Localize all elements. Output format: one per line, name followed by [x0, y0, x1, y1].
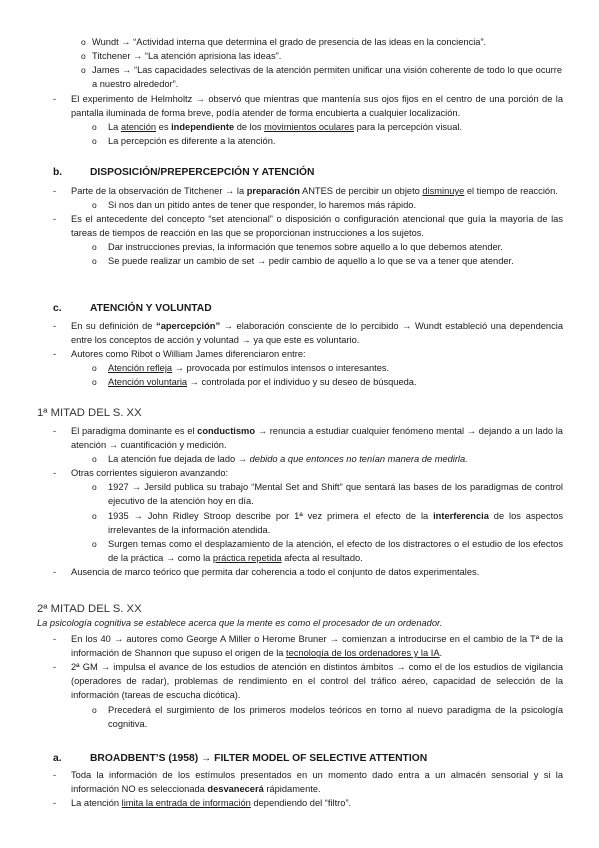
list-item: o Si nos dan un pitido antes de tener que responder, lo haremos más rápido. — [92, 200, 417, 211]
list-item: - El paradigma dominante es el conductismo → renuncia a estudiar cualquier fenómeno mental → dejando a un lado la atención → cuantificación y medición. — [53, 426, 563, 451]
list-item: o La percepción es diferente a la atención. — [108, 134, 563, 148]
list-item: o James → “Las capacidades selectivas de la atención permiten unificar una visión coherente de todo lo que ocurre a nuestro alrededor”. — [92, 63, 562, 91]
document-page: o Wundt → “Actividad interna que determina el grado de presencia de las ideas en la conciencia”. o Titchener → “La atención aprisiona las ideas”. o James → “Las capacidades selectivas de la atención permiten unificar una visión coherente de todo lo que ocurre a nuestro alrededor”. - El experimento de Helmholtz → observó que mientras que mantenía sus ojos fijos en el centro de una porción de la pantalla iluminada de forma breve, podía atender de forma encubierta a cualquier localización. o La atención es independiente de los movimientos oculares para la percepción visual. o La percepción es diferente a la atención. b. DISPOSICIÓN/PREPERCEPCIÓN Y ATENCIÓN - Parte de la observación de Titchener → la preparación ANTES de percibir un objeto disminuye el tiempo de reacción. o Si nos dan un pitido antes de tener que responder, lo haremos más rápido. - Es el antecedente del concepto “set atencional” o disposición o configuración atencional que guía la mayoría de las tareas de tiempos de reacción en las que se proporcionan instrucciones a los sujetos. o Dar instrucciones previas, la información que tenemos sobre aquello a lo que debemos atender. o Se puede realizar un cambio de set → pedir cambio de aquello a lo que se va a tener que atender. c. ATENCIÓN Y VOLUNTAD - En su definición de “apercepción” → elaboración consciente de lo percibido → Wundt estableció una dependencia entre los conceptos de acción y voluntad → ya que este es voluntario. - Autores como Ribot o William James diferenciaron entre: o Atención refleja → provocada por estímulos intensos o interesantes. o Atención voluntaria → controlada por el individuo y su deseo de búsqueda. 1ª MITAD DEL S. XX - El paradigma dominante es el conductismo → renuncia a estudiar cualquier fenómeno mental → dejando a un lado la atención → cuantificación y medición. o La atención fue dejada de lado → debido a que entonces no tenían manera de medirla. - Otras corrientes siguieron avanzando: o 1927 → Jersild publica su trabajo “Mental Set and Shift” que sentará las bases de los paradigmas de control ejecutivo de la atención hoy en día. o 1935 → John Ridley Stroop describe por 1ª vez primera el efecto de la interferencia de los aspectos irrelevantes de la información atendida. o Surgen temas como el desplazamiento de la atención, el efecto de los distractores o el estudio de los efectos de la práctica → como la práctica repetida afecta al resultado. - Ausencia de marco teórico que permita dar coherencia a todo el conjunto de datos experimentales. 2ª MITAD DEL S. XX La psicología cognitiva se establece acerca que la mente es como el procesador de un ordenador. - En los 40 → autores como George A Miller o Herome Bruner → comienzan a introducirse en el cambio de la Tª de la información de Shannon que supuso el origen de la tecnología de los ordenadores y la IA. - 2ª GM → impulsa el avance de los estudios de atención en distintos ámbitos → como el de los estudios de vigilancia (operadores de radar), problemas de rendimiento en el control del tráfico aéreo, capacidad de selección de la información (tareas de escucha dicótica). o Precederá el surgimiento de los primeros modelos teóricos en torno al nuevo paradigma de la psicología cognitiva. a. BROADBENT’S (1958) → FILTER MODEL OF SELECTIVE ATTENTION - Toda la información de los estímulos presentados en un momento dado entra a un almacén sensorial y si la información NO es seleccionada desvanecerá rápidamente. - La atención limita la entrada de información dependiendo del “filtro”. — [0, 0, 599, 848]
section-a-body — [0, 768, 599, 810]
list-item: - Ausencia de marco teórico que permita dar coherencia a todo el conjunto de datos experimentales. — [53, 566, 480, 577]
list-item: o Se puede realizar un cambio de set → pedir cambio de aquello a lo que se va a tener que atender. — [92, 256, 514, 267]
list-item: o Precederá el surgimiento de los primeros modelos teóricos en torno al nuevo paradigma de la psicología cognitiva. — [92, 704, 563, 729]
section-1a-heading: 1ª MITAD DEL S. XX — [37, 407, 142, 419]
section-1a-body — [0, 424, 599, 579]
section-c-body — [0, 319, 599, 389]
list-item: o Wundt → “Actividad interna que determina el grado de presencia de las ideas en la conciencia”. — [92, 35, 562, 49]
list-item: o Dar instrucciones previas, la información que tenemos sobre aquello a lo que debemos atender. — [92, 242, 503, 253]
james-quote: James → “Las capacidades selectivas de la atención permiten unificar una visión coherente de todo lo que ocurre a nuestro alrededor”. — [92, 65, 562, 90]
list-item: o Titchener → “La atención aprisiona las ideas”. — [92, 49, 562, 63]
list-item: - En los 40 → autores como George A Miller o Herome Bruner → comienzan a introducirse en el cambio de la Tª de la información de Shannon que supuso el origen de la tecnología de los ordenadores y la IA. — [53, 634, 563, 659]
list-item: - Parte de la observación de Titchener → la preparación ANTES de percibir un objeto disminuye el tiempo de reacción. — [53, 186, 558, 196]
list-item: - Es el antecedente del concepto “set atencional” o disposición o configuración atencional que guía la mayoría de las tareas de tiempos de reacción en las que se proporcionan instrucciones a los sujetos. — [53, 214, 563, 239]
list-item: o 1927 → Jersild publica su trabajo “Mental Set and Shift” que sentará las bases de los paradigmas de control ejecutivo de la atención hoy en día. — [92, 482, 563, 507]
list-item: o La atención es independiente de los movimientos oculares para la percepción visual. — [108, 120, 563, 134]
list-item: - 2ª GM → impulsa el avance de los estudios de atención en distintos ámbitos → como el de los estudios de vigilancia (operadores de radar), problemas de rendimiento en el control del tráfico aéreo, capacidad de selección de la información (tareas de escucha dicótica). — [53, 662, 563, 701]
helmholtz-text: El experimento de Helmholtz → observó que mientras que mantenía sus ojos fijos en el centro de una porción de la pantalla iluminada de forma breve, podía atender de forma encubierta a cualquier localización. — [71, 94, 563, 119]
section-b-body — [0, 184, 599, 269]
list-item: - Autores como Ribot o William James diferenciaron entre: — [53, 349, 306, 360]
list-item: - En su definición de “apercepción” → elaboración consciente de lo percibido → Wundt estableció una dependencia entre los conceptos de acción y voluntad → ya que este es voluntario. — [53, 321, 563, 346]
section-2a-intro: La psicología cognitiva se establece acerca que la mente es como el procesador de un ordenador. — [37, 618, 443, 628]
helmholtz-block — [0, 92, 599, 148]
list-item: - La atención limita la entrada de información dependiendo del “filtro”. — [53, 798, 352, 809]
helmholtz-sub-1: La atención es independiente de los movimientos oculares para la percepción visual. — [108, 122, 463, 133]
list-item: - El experimento de Helmholtz → observó que mientras que mantenía sus ojos fijos en el centro de una porción de la pantalla iluminada de forma breve, podía atender de forma encubierta a cualquier localización. — [71, 92, 563, 120]
helmholtz-sub-2: La percepción es diferente a la atención. — [108, 136, 276, 147]
list-item: o Surgen temas como el desplazamiento de la atención, el efecto de los distractores o el estudio de los efectos de la práctica → como la práctica repetida afecta al resultado. — [92, 538, 563, 563]
top-sub-list — [0, 35, 599, 91]
list-item: o 1935 → John Ridley Stroop describe por 1ª vez primera el efecto de la interferencia de los aspectos irrelevantes de la información atendida. — [92, 510, 564, 535]
wundt-quote: Wundt → “Actividad interna que determina el grado de presencia de las ideas en la conciencia”. — [92, 37, 487, 47]
list-item: - Otras corrientes siguieron avanzando: — [53, 468, 229, 479]
section-2a-heading: 2ª MITAD DEL S. XX — [37, 603, 142, 615]
list-item: - Toda la información de los estímulos presentados en un momento dado entra a un almacén sensorial y si la información NO es seleccionada desvanecerá rápidamente. — [53, 770, 563, 795]
titchener-quote: Titchener → “La atención aprisiona las ideas”. — [92, 51, 282, 62]
list-item: o La atención fue dejada de lado → debido a que entonces no tenían manera de medirla. — [92, 454, 468, 465]
list-item: o Atención refleja → provocada por estímulos intensos o interesantes. — [92, 363, 390, 374]
section-2a-body — [0, 616, 599, 731]
list-item: o Atención voluntaria → controlada por el individuo y su deseo de búsqueda. — [92, 377, 417, 388]
